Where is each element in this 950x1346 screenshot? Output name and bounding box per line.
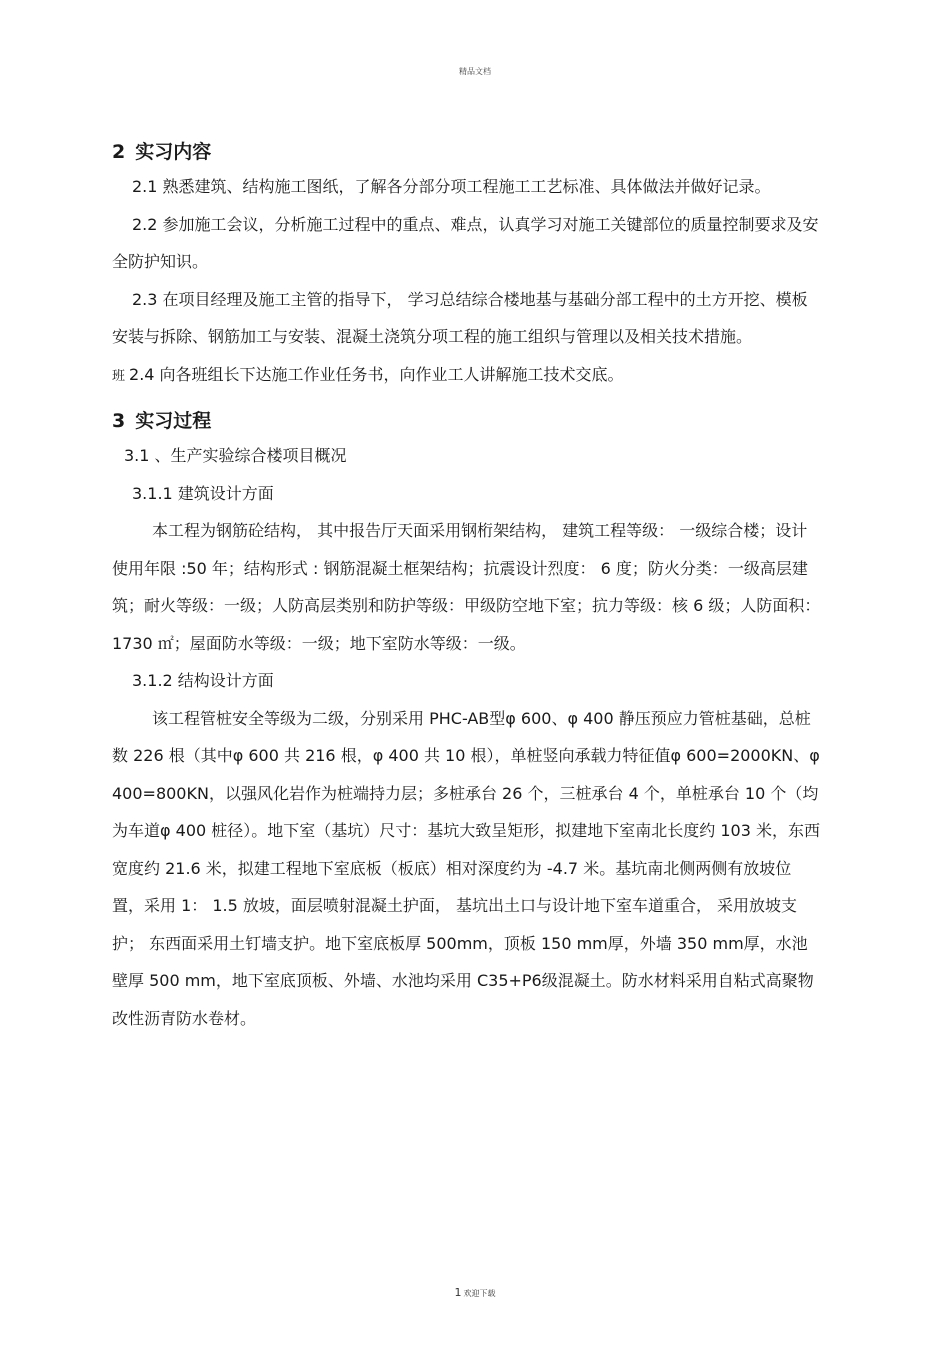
page-footer	[0, 1286, 950, 1299]
footer-text: 欢迎下载	[463, 1289, 496, 1298]
section-2-heading	[112, 136, 822, 168]
section-2-title: 实习内容	[135, 141, 212, 163]
subsection-3-1-1: 3.1.1 建筑设计方面	[132, 483, 274, 503]
section-3-number: 3	[112, 410, 126, 432]
header-note: 精品文档	[459, 67, 491, 76]
document-body	[112, 136, 822, 1037]
subsection-3-1: 3.1 、生产实验综合楼项目概况	[124, 446, 347, 465]
item-2-3: 2.3 在项目经理及施工主管的指导下， 学习总结综合楼地基与基础分部工程中的土方开挖、模板安装与拆除、钢筋加工与安装、混凝土浇筑分项工程的施工组织与管理以及相关技术措施。	[112, 289, 808, 346]
section-2-number: 2	[112, 141, 126, 163]
paragraph-3-1-1: 本工程为钢筋砼结构， 其中报告厅天面采用钢桁架结构， 建筑工程等级： 一级综合楼；设计使用年限 :50 年；结构形式 : 钢筋混凝土框架结构；抗震设计烈度： 6 度；防火分类：一级高层建筑；耐火等级：一级；人防高层类别和防护等级：甲级防空地下室；抗力等级：核 6 级；人防面积： 1730 ㎡；屋面防水等级：一级；地下室防水等级：一级。	[112, 521, 821, 653]
subsection-3-1-2: 3.1.2 结构设计方面	[132, 671, 274, 690]
item-2-1: 2.1 熟悉建筑、结构施工图纸，了解各分部分项工程施工工艺标准、具体做法并做好记录。	[132, 177, 771, 196]
item-2-4-text: 2.4 向各班组长下达施工作业任务书，向作业工人讲解施工技术交底。	[129, 364, 624, 384]
paragraph-3-1-2: 该工程管桩安全等级为二级，分别采用 PHC-AB型φ 600、φ 400 静压预应力管桩基础，总桩数 226 根（其中φ 600 共 216 根，φ 400 共 10 根），单桩竖向承载力特征值φ 600=2000KN、φ 400=800KN，以强风化岩作为桩端持力层；多桩承台 26 个，三桩承台 4 个，单桩承台 10 个（均为车道φ 400 桩径）。地下室（基坑）尺寸：基坑大致呈矩形，拟建地下室南北长度约 103 米，东西宽度约 21.6 米，拟建工程地下室底板（板底）相对深度约为 -4.7 米。基坑南北侧两侧有放坡位置，采用 1： 1.5 放坡，面层喷射混凝土护面， 基坑出土口与设计地下室车道重合， 采用放坡支护； 东西面采用土钉墙支护。地下室底板厚 500mm，顶板 150 mm厚，外墙 350 mm厚，水池壁厚 500 mm，地下室底顶板、外墙、水池均采用 C35+P6级混凝土。防水材料采用自粘式高聚物改性沥青防水卷材。	[112, 708, 820, 1028]
page-number: 1	[454, 1286, 462, 1299]
section-3-title: 实习过程	[135, 410, 212, 432]
item-2-2: 2.2 参加施工会议，分析施工过程中的重点、难点，认真学习对施工关键部位的质量控制要求及安全防护知识。	[112, 214, 819, 271]
item-2-4	[112, 356, 822, 396]
item-2-4-prefix: 班	[112, 368, 126, 384]
section-3-heading	[112, 405, 822, 437]
